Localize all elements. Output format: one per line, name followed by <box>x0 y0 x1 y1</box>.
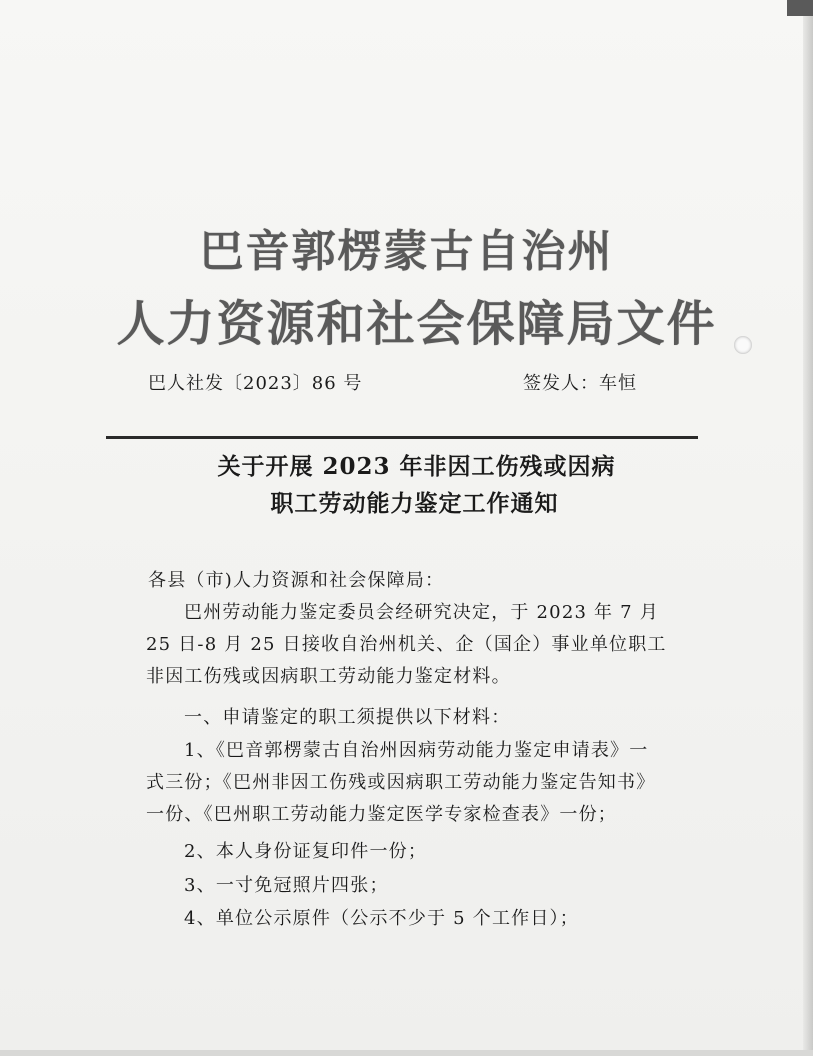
list-item: 1、《巴音郭楞蒙古自治州因病劳动能力鉴定申请表》一 <box>184 740 649 761</box>
addressee: 各县（市)人力资源和社会保障局： <box>148 570 445 591</box>
header-rule <box>106 436 698 439</box>
notice-heading-line-1: 关于开展 2023 年非因工伤残或因病 <box>217 453 616 480</box>
scan-corner <box>787 0 813 16</box>
scan-edge-bottom <box>0 1050 813 1056</box>
scan-edge-right <box>803 0 813 1056</box>
paragraph-line: 非因工伤残或因病职工劳动能力鉴定材料。 <box>146 666 511 687</box>
paragraph-line: 25 日-8 月 25 日接收自治州机关、企（国企）事业单位职工 <box>146 634 667 655</box>
title-line-1: 巴音郭楞蒙古自治州 <box>199 226 614 277</box>
notice-heading-line-2: 职工劳动能力鉴定工作通知 <box>270 490 559 517</box>
list-item: 4、单位公示原件（公示不少于 5 个工作日）； <box>184 908 579 929</box>
list-item: 一份、《巴州职工劳动能力鉴定医学专家检查表》一份； <box>146 804 617 825</box>
signer: 签发人：车恒 <box>523 373 637 394</box>
title-line-2: 人力资源和社会保障局文件 <box>116 296 717 352</box>
list-item: 2、本人身份证复印件一份； <box>184 841 428 862</box>
list-item: 3、一寸免冠照片四张； <box>184 875 389 896</box>
paragraph-line: 巴州劳动能力鉴定委员会经研究决定，于 2023 年 7 月 <box>184 602 659 623</box>
section-heading: 一、申请鉴定的职工须提供以下材料： <box>184 707 511 728</box>
document-number: 巴人社发〔2023〕86 号 <box>148 373 363 394</box>
list-item: 式三份；《巴州非因工伤残或因病职工劳动能力鉴定告知书》 <box>146 772 656 793</box>
